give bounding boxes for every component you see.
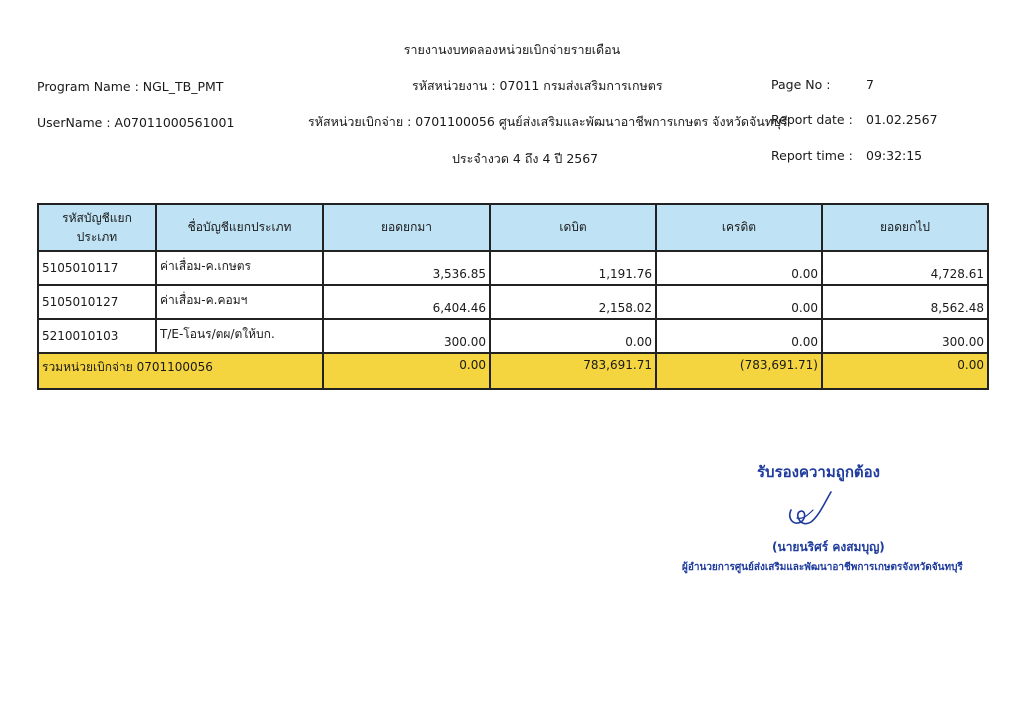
- brought-forward-value: 6,404.46: [323, 285, 490, 319]
- page-no-value: 7: [866, 77, 874, 92]
- col-header-carried-forward: ยอดยกไป: [822, 204, 988, 251]
- signer-name: (นายนริศร์ คงสมบุญ): [772, 540, 885, 554]
- col-header-brought-forward: ยอดยกมา: [323, 204, 490, 251]
- col-header-account-name: ชื่อบัญชีแยกประเภท: [156, 204, 323, 251]
- account-name: T/E-โอนร/ตผ/ตให้บก.: [156, 319, 323, 353]
- total-debit: 783,691.71: [490, 353, 656, 389]
- handwritten-signature: [785, 488, 835, 532]
- credit-value: 0.00: [656, 251, 822, 285]
- brought-forward-value: 300.00: [323, 319, 490, 353]
- debit-value: 0.00: [490, 319, 656, 353]
- page-no-label: Page No :: [771, 77, 831, 92]
- brought-forward-value: 3,536.85: [323, 251, 490, 285]
- col-header-debit: เดบิต: [490, 204, 656, 251]
- program-name: Program Name : NGL_TB_PMT: [37, 79, 224, 94]
- table-row: [38, 285, 988, 319]
- total-carried-forward: 0.00: [822, 353, 988, 389]
- report-period: ประจำงวด 4 ถึง 4 ปี 2567: [452, 151, 599, 166]
- report-date-label: Report date :: [771, 112, 853, 127]
- table-row: [38, 251, 988, 285]
- debit-value: 1,191.76: [490, 251, 656, 285]
- carried-forward-value: 8,562.48: [822, 285, 988, 319]
- report-date-value: 01.02.2567: [866, 112, 938, 127]
- report-time-label: Report time :: [771, 148, 853, 163]
- carried-forward-value: 4,728.61: [822, 251, 988, 285]
- account-name: ค่าเสื่อม-ค.คอมฯ: [156, 285, 323, 319]
- account-code: 5105010127: [38, 285, 156, 319]
- account-code: 5105010117: [38, 251, 156, 285]
- total-label: รวมหน่วยเบิกจ่าย 0701100056: [38, 353, 323, 389]
- credit-value: 0.00: [656, 319, 822, 353]
- col-header-account-code: รหัสบัญชีแยกประเภท: [38, 204, 156, 251]
- total-credit: (783,691.71): [656, 353, 822, 389]
- certification-heading: รับรองความถูกต้อง: [757, 463, 880, 481]
- report-time-value: 09:32:15: [866, 148, 923, 163]
- col-header-credit: เครดิต: [656, 204, 822, 251]
- agency-code: รหัสหน่วยงาน : 07011 กรมส่งเสริมการเกษตร: [412, 78, 663, 93]
- debit-value: 2,158.02: [490, 285, 656, 319]
- account-name: ค่าเสื่อม-ค.เกษตร: [156, 251, 323, 285]
- total-brought-forward: 0.00: [323, 353, 490, 389]
- total-row: [38, 353, 988, 389]
- table-row: [38, 319, 988, 353]
- trial-balance-table: [37, 203, 989, 390]
- signer-position: ผู้อำนวยการศูนย์ส่งเสริมและพัฒนาอาชีพการเกษตรจังหวัดจันทบุรี: [682, 562, 963, 573]
- carried-forward-value: 300.00: [822, 319, 988, 353]
- disbursing-unit: รหัสหน่วยเบิกจ่าย : 0701100056 ศูนย์ส่งเสริมและพัฒนาอาชีพการเกษตร จังหวัดจันทบุรี: [308, 114, 788, 129]
- report-title: รายงานงบทดลองหน่วยเบิกจ่ายรายเดือน: [403, 42, 621, 57]
- table-header-row: [38, 204, 988, 251]
- account-code: 5210010103: [38, 319, 156, 353]
- credit-value: 0.00: [656, 285, 822, 319]
- username: UserName : A07011000561001: [37, 115, 235, 130]
